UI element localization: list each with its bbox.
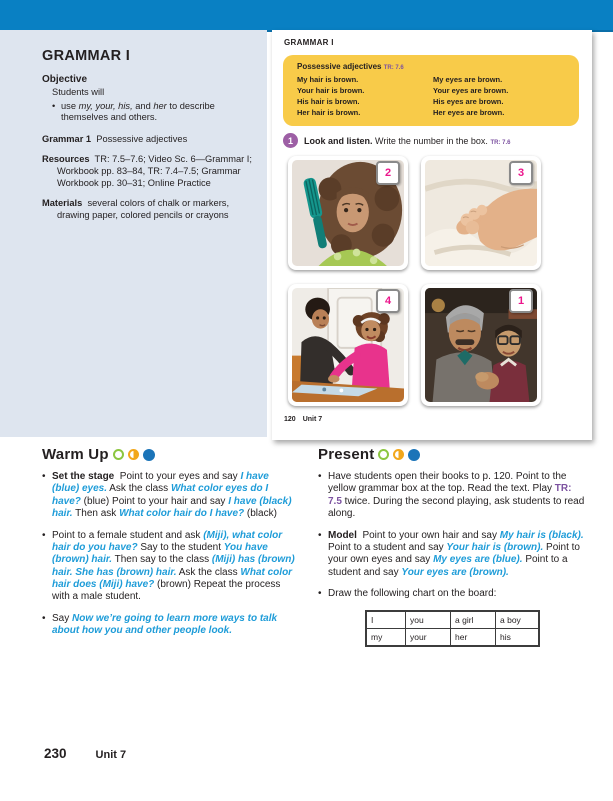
stage-half-circle-icon xyxy=(128,449,139,460)
objective-heading: Objective xyxy=(42,74,88,85)
activity-instruction xyxy=(304,136,510,146)
present-bullet-text: Model Point to your own hair and say My hair is (black). Point to a student and say Your hair is (brown). Point to your own eyes and say My eyes are (blue). Point to a student and say Your eyes are (brown). xyxy=(328,529,584,578)
student-page-footer xyxy=(284,416,322,423)
present-heading: Present xyxy=(318,446,375,463)
photo-grid xyxy=(288,156,541,406)
objective-bullet xyxy=(52,101,253,124)
page-footer xyxy=(44,746,126,761)
activity-1 xyxy=(283,133,510,148)
board-chart-cell: you xyxy=(406,611,451,629)
stage-full-circle-icon xyxy=(143,449,155,461)
student-page-title: GRAMMAR I xyxy=(284,38,334,47)
grammar-box-left-column xyxy=(297,74,433,118)
grammar-line: Your hair is brown. xyxy=(297,86,365,95)
present-bullet xyxy=(318,588,588,600)
photo-card-baby-hand xyxy=(421,156,541,270)
bullet-marker: • xyxy=(318,529,322,541)
grammar-line: Her hair is brown. xyxy=(297,108,361,117)
grammar-line: My hair is brown. xyxy=(297,75,359,84)
board-chart-table xyxy=(365,610,540,647)
bullet-marker: • xyxy=(318,471,322,482)
grammar-line: Her eyes are brown. xyxy=(433,108,505,117)
warm-up-bullet-text: Set the stage Point to your eyes and say I have (blue) eyes. Ask the class What color eyes do I have? (blue) Point to your hair and say I have (black) hair. Then ask What color hair do I have? (black) xyxy=(52,471,292,519)
grammar-box-right-column xyxy=(433,74,569,118)
present-bullet xyxy=(318,530,588,579)
unit-label: Unit 7 xyxy=(95,749,127,761)
objective-bullet-text: use my, your, his, and her to describe themselves and others. xyxy=(61,100,215,123)
photo-card-kids-board-game xyxy=(288,284,408,406)
photo-answer-box: 2 xyxy=(376,161,400,185)
board-chart-row xyxy=(366,611,539,629)
bullet-marker: • xyxy=(318,588,322,600)
warm-up-section xyxy=(42,446,296,647)
activity-tr-label: TR: 7.6 xyxy=(490,139,511,146)
stage-open-circle-icon xyxy=(378,449,389,460)
board-chart-cell: her xyxy=(451,629,496,647)
photo-card-girl-brushing-hair xyxy=(288,156,408,270)
present-section xyxy=(318,446,588,647)
warm-up-bullet xyxy=(42,471,296,520)
materials-line: Materials several colors of chalk or markers, drawing paper, colored pencils or crayons xyxy=(42,198,230,220)
bullet-marker: • xyxy=(42,471,46,482)
warm-up-bullet xyxy=(42,613,296,638)
present-heading-row xyxy=(318,446,588,463)
grammar-box-tr-label: TR: 7.6 xyxy=(383,65,404,71)
sidebar-title: GRAMMAR I xyxy=(42,48,131,64)
page-number: 230 xyxy=(44,746,67,761)
photo-answer-box: 1 xyxy=(509,289,533,313)
photo-answer-box: 3 xyxy=(509,161,533,185)
present-bullet xyxy=(318,471,588,520)
top-band xyxy=(0,0,613,32)
board-chart-cell: your xyxy=(406,629,451,647)
warm-up-bullet-text: Point to a female student and ask (Miji), what color hair do you have? Say to the student You have (brown) hair. Then say to the class (Miji) has (brown) hair. She has (brown) hair. Ask the class What color hair does (Miji) have? (brown) Repeat the process with a male student. xyxy=(52,529,295,603)
warm-up-heading-row xyxy=(42,446,296,463)
lesson-sidebar xyxy=(0,30,267,437)
activity-instruction-rest: Write the number in the box. xyxy=(372,135,488,146)
board-chart-cell: a boy xyxy=(496,611,540,629)
bullet-marker: • xyxy=(42,529,46,541)
bullet-marker: • xyxy=(42,612,46,624)
grammar-box-title-row xyxy=(297,62,569,71)
present-bullet-text: Draw the following chart on the board: xyxy=(328,588,497,600)
grammar-box xyxy=(283,55,579,126)
activity-number-badge: 1 xyxy=(283,133,298,148)
grammar-box-title: Possessive adjectives xyxy=(297,62,382,71)
grammar-line: My eyes are brown. xyxy=(433,75,503,84)
stage-full-circle-icon xyxy=(408,449,420,461)
grammar-line: Grammar 1 Possessive adjectives xyxy=(42,133,188,144)
warm-up-bullet xyxy=(42,530,296,604)
stage-half-circle-icon xyxy=(393,449,404,460)
board-chart-cell: my xyxy=(366,629,406,647)
grammar-line: Your eyes are brown. xyxy=(433,86,509,95)
grammar-box-columns xyxy=(297,74,569,118)
student-book-page-image xyxy=(272,30,592,440)
board-chart-cell: his xyxy=(496,629,540,647)
resources-line: Resources TR: 7.5–7.6; Video Sc. 6—Grammar I; Workbook pp. 83–84, TR: 7.4–7.5; Grammar Workbook pp. 30–31; Online Practice xyxy=(42,154,252,188)
photo-answer-box: 4 xyxy=(376,289,400,313)
board-chart-cell: I xyxy=(366,611,406,629)
activity-instruction-bold: Look and listen. xyxy=(304,135,373,146)
student-page-unit: Unit 7 xyxy=(302,416,323,423)
grammar-line: His eyes are brown. xyxy=(433,97,504,106)
photo-card-grandfather-and-boy xyxy=(421,284,541,406)
board-chart-cell: a girl xyxy=(451,611,496,629)
warm-up-heading: Warm Up xyxy=(42,446,109,463)
objective-intro: Students will xyxy=(52,87,105,97)
stage-open-circle-icon xyxy=(113,449,124,460)
warm-up-bullet-text: Say Now we’re going to learn more ways to talk about how you and other people look. xyxy=(52,612,278,637)
board-chart-row xyxy=(366,629,539,647)
student-page-number: 120 xyxy=(284,416,296,423)
present-bullet-text: Have students open their books to p. 120. Point to the yellow grammar box at the top. Read the text. Play TR: 7.5 twice. During the second playing, ask students to read along. xyxy=(328,471,585,519)
grammar-line: His hair is brown. xyxy=(297,97,360,106)
bullet-marker: • xyxy=(52,100,56,111)
